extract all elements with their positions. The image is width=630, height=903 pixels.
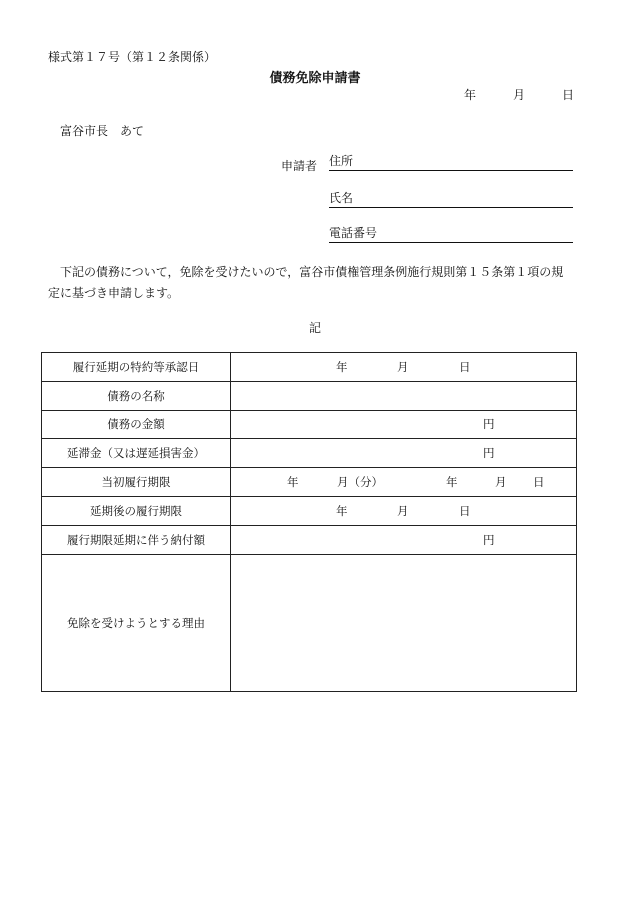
header-date-day: 日 xyxy=(562,88,575,102)
original-deadline-cell[interactable] xyxy=(231,468,577,497)
details-table xyxy=(41,352,577,692)
row-label: 履行延期の特約等承認日 xyxy=(42,353,231,382)
yen-unit: 円 xyxy=(483,532,495,547)
ki-heading: 記 xyxy=(308,321,321,335)
debt-amount-cell[interactable] xyxy=(231,410,577,439)
row-label: 免除を受けようとする理由 xyxy=(42,554,231,691)
month-period-unit: 月（分） xyxy=(337,475,383,490)
document-title: 債務免除申請書 xyxy=(269,71,361,86)
yen-unit: 円 xyxy=(483,446,495,461)
table-row xyxy=(42,439,577,468)
form-number: 様式第１７号（第１２条関係） xyxy=(48,50,217,64)
table-row xyxy=(42,525,577,554)
row-label: 当初履行期限 xyxy=(42,468,231,497)
month-unit: 月 xyxy=(495,475,507,490)
phone-label: 電話番号 xyxy=(329,226,378,240)
header-date-month: 月 xyxy=(513,88,526,102)
year-unit: 年 xyxy=(336,359,348,374)
approval-date-cell[interactable] xyxy=(231,353,577,382)
table-row xyxy=(42,496,577,525)
yen-unit: 円 xyxy=(483,417,495,432)
month-unit: 月 xyxy=(397,359,409,374)
row-label: 債務の名称 xyxy=(42,381,231,410)
applicant-label: 申請者 xyxy=(281,159,318,173)
header-date-year: 年 xyxy=(464,88,477,102)
day-unit: 日 xyxy=(459,359,471,374)
late-charge-cell[interactable] xyxy=(231,439,577,468)
day-unit: 日 xyxy=(533,475,545,490)
table-row xyxy=(42,381,577,410)
day-unit: 日 xyxy=(459,503,471,518)
row-label: 延期後の履行期限 xyxy=(42,496,231,525)
month-unit: 月 xyxy=(397,503,409,518)
year-unit: 年 xyxy=(446,475,458,490)
address-field[interactable] xyxy=(329,154,573,171)
table-row xyxy=(42,410,577,439)
addressee: 富谷市長 あて xyxy=(60,124,145,138)
debt-name-cell[interactable] xyxy=(231,381,577,410)
extended-deadline-cell[interactable] xyxy=(231,496,577,525)
row-label: 履行期限延期に伴う納付額 xyxy=(42,525,231,554)
table-row xyxy=(42,554,577,691)
name-label: 氏名 xyxy=(329,191,354,205)
phone-field[interactable] xyxy=(329,228,573,243)
row-label: 延滞金（又は遅延損害金） xyxy=(42,439,231,468)
body-text: 下記の債務について，免除を受けたいので，富谷市債権管理条例施行規則第１５条第１項の規定に基づき申請します。 xyxy=(48,265,564,300)
table-row xyxy=(42,353,577,382)
year-unit: 年 xyxy=(336,503,348,518)
row-label: 債務の金額 xyxy=(42,410,231,439)
payment-amount-cell[interactable] xyxy=(231,525,577,554)
year-unit: 年 xyxy=(287,475,299,490)
table-row xyxy=(42,468,577,497)
name-field[interactable] xyxy=(329,193,573,208)
reason-cell[interactable] xyxy=(231,554,577,691)
address-label: 住所 xyxy=(329,154,354,168)
